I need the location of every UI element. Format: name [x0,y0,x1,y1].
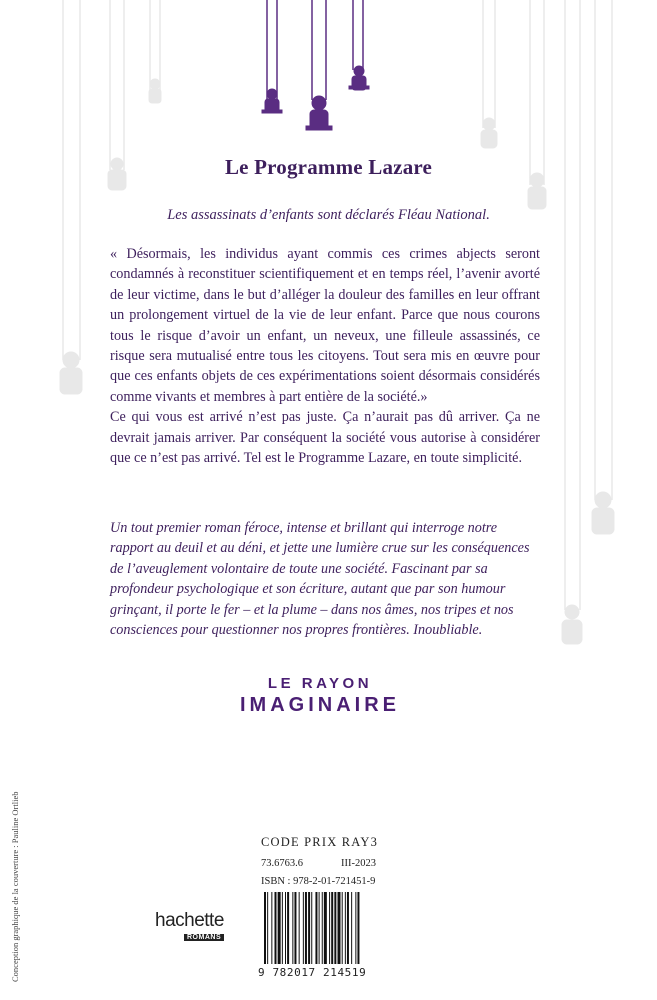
ghost-swing-3 [481,0,497,148]
purple-swing-small-left [262,0,282,113]
ghost-swing-6 [592,0,614,534]
collection-logo [190,675,450,717]
back-cover-summary [110,244,540,468]
collection-logo-line1: LE RAYON [267,675,373,692]
summary-paragraph-2: Ce qui vous est arrivé n’est pas juste. Ça n’aurait pas dû arriver. Ça ne devrait jamais arriver. Par conséquent la société vous autorise à considérer que ce n’est pas arrivé. Tel est le Programme Lazare, en toute simplicité. [110,409,540,467]
purple-swing-large-center [306,0,332,130]
ghost-swing-5 [60,0,82,394]
summary-paragraph-1: « Désormais, les individus ayant commis ces crimes abjects seront condamnés à reconstituer scientifiquement et en temps réel, l’avenir avorté de leur victime, dans le but d’alléger la douleur des familles en leur offrant un prolongement virtuel de la vie de leur enfant. Parce que nous courons tous le risque d’avoir un enfant, un neveux, une filleule assassinés, ce risque sera mutualisé entre tous les citoyens. Tout sera mis en œuvre pour que ces enfants objets de ces expérimentations soient désormais considérés comme vivants et membres à part entière de la société.» [110,246,540,405]
ghost-swing-1 [149,0,161,103]
barcode-bars [258,892,408,967]
cover-design-credit: Conception graphique de la couverture : Pauline Ortlieb [10,791,20,982]
isbn: ISBN : 978-2-01-721451-9 [261,876,376,887]
reference-line [261,858,406,869]
barcode [258,892,408,987]
collection-logo-line2: IMAGINAIRE [240,694,400,716]
publisher-imprint: ROMANS [184,934,224,941]
blurb: Un tout premier roman féroce, intense et brillant qui interroge notre rapport au deuil et au déni, et jette une lumière crue sur les conséquences de l’aveuglement volontaire de toute une société. Fascinant par sa profondeur psychologique et son écriture, autant que par son humour grinçant, il porte le fer – et la plume – dans nos âmes, nos tripes et nos consciences pour questionner nos propres frontières. Inoubliable. [110,520,530,639]
purple-swing-small-right [349,0,369,90]
book-title: Le Programme Lazare [224,155,433,179]
reference-number: 73.6763.6 [261,858,303,869]
price-code: CODE PRIX RAY3 [261,835,379,849]
ghost-swing-7 [562,0,582,644]
tagline: Les assassinats d’enfants sont déclarés Fléau National. [167,207,490,223]
publisher-logo: hachette [155,910,224,931]
barcode-number: 9 782017 214519 [258,966,367,979]
print-date: III-2023 [341,858,376,869]
